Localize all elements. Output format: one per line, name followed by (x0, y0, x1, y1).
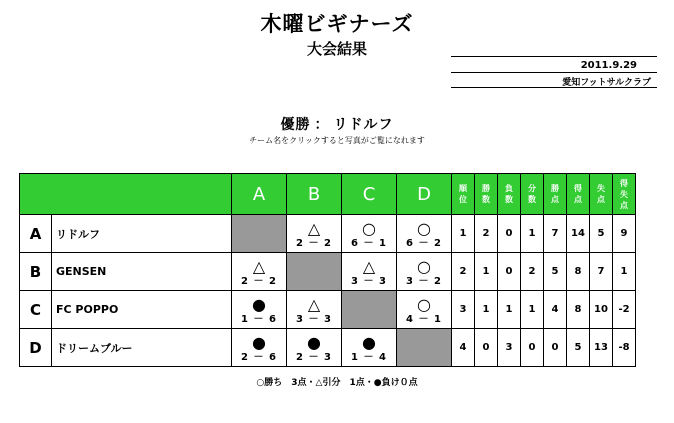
match-score: 3 － 3 (296, 313, 332, 325)
col-header-stat: 得 失 点 (613, 174, 636, 215)
col-header-team: B (287, 174, 342, 215)
result-symbol: ● (362, 332, 376, 352)
event-info (451, 56, 657, 88)
result-symbol: △ (362, 256, 376, 276)
match-result-cell (397, 215, 452, 253)
stat-cell: 5 (567, 329, 590, 367)
page-title: 木曜ビギナーズ (260, 12, 414, 36)
table-row (20, 291, 636, 329)
match-score: 3 － 2 (406, 275, 442, 287)
result-symbol: ● (307, 332, 321, 352)
row-label: A (20, 215, 52, 253)
stat-cell: 13 (590, 329, 613, 367)
match-result-cell (342, 253, 397, 291)
table-header-row (20, 174, 636, 215)
team-name-link[interactable]: リドルフ (52, 215, 232, 253)
stat-cell: 3 (452, 291, 475, 329)
stat-cell: 2 (452, 253, 475, 291)
col-header-stat: 順 位 (452, 174, 475, 215)
self-match-cell (342, 291, 397, 329)
stat-cell: 4 (544, 291, 567, 329)
photo-note: チーム名をクリックすると写真がご覧になれます (249, 136, 425, 145)
row-label: B (20, 253, 52, 291)
match-result-cell (287, 329, 342, 367)
self-match-cell (397, 329, 452, 367)
result-symbol: ○ (417, 256, 431, 276)
match-result-cell (287, 215, 342, 253)
stat-cell: -8 (613, 329, 636, 367)
self-match-cell (287, 253, 342, 291)
col-header-stat: 負 数 (498, 174, 521, 215)
result-legend: ○勝ち 3点・△引分 1点・●負け０点 (256, 378, 418, 388)
event-date: 2011.9.29 (580, 60, 637, 71)
col-header-team: C (342, 174, 397, 215)
row-label: C (20, 291, 52, 329)
champion-label: 優勝 (280, 117, 311, 133)
stat-cell: 8 (567, 291, 590, 329)
col-header-team: D (397, 174, 452, 215)
stat-cell: 5 (544, 253, 567, 291)
match-result-cell (342, 329, 397, 367)
stat-cell: 3 (498, 329, 521, 367)
col-header-stat: 得 点 (567, 174, 590, 215)
match-result-cell (287, 291, 342, 329)
match-score: 6 － 1 (351, 237, 387, 249)
table-row (20, 215, 636, 253)
stat-cell: 1 (613, 253, 636, 291)
result-symbol: ○ (417, 294, 431, 314)
stat-cell: 10 (590, 291, 613, 329)
stat-cell: 1 (475, 253, 498, 291)
match-score: 1 － 6 (241, 313, 277, 325)
result-symbol: △ (252, 256, 266, 276)
result-symbol: ● (252, 332, 266, 352)
stat-cell: 1 (521, 291, 544, 329)
stat-cell: 1 (498, 291, 521, 329)
match-score: 4 － 1 (406, 313, 442, 325)
stat-cell: 2 (521, 253, 544, 291)
match-result-cell (232, 253, 287, 291)
table-row (20, 329, 636, 367)
match-score: 2 － 3 (296, 351, 332, 363)
col-header-stat: 勝 点 (544, 174, 567, 215)
league-table (19, 173, 636, 367)
stat-cell: 8 (567, 253, 590, 291)
stat-cell: 0 (544, 329, 567, 367)
result-symbol: ○ (362, 218, 376, 238)
col-header-stat: 分 数 (521, 174, 544, 215)
result-symbol: ○ (417, 218, 431, 238)
stat-cell: 14 (567, 215, 590, 253)
result-symbol: ● (252, 294, 266, 314)
col-header-team: A (232, 174, 287, 215)
stat-cell: 7 (544, 215, 567, 253)
champion-separator: ： (314, 117, 330, 133)
match-score: 2 － 6 (241, 351, 277, 363)
stat-cell: 0 (521, 329, 544, 367)
match-score: 3 － 3 (351, 275, 387, 287)
team-name-link[interactable]: ドリームブルー (52, 329, 232, 367)
stat-cell: 5 (590, 215, 613, 253)
match-score: 2 － 2 (241, 275, 277, 287)
col-header-stat: 勝 数 (475, 174, 498, 215)
match-score: 6 － 2 (406, 237, 442, 249)
stat-cell: -2 (613, 291, 636, 329)
match-result-cell (232, 329, 287, 367)
stat-cell: 9 (613, 215, 636, 253)
stat-cell: 7 (590, 253, 613, 291)
match-result-cell (232, 291, 287, 329)
organizer-name: 愛知フットサルクラブ (562, 78, 651, 88)
match-result-cell (342, 215, 397, 253)
team-name-link[interactable]: FC POPPO (52, 291, 232, 329)
stat-cell: 1 (452, 215, 475, 253)
stat-cell: 2 (475, 215, 498, 253)
match-score: 1 － 4 (351, 351, 387, 363)
result-symbol: △ (307, 294, 321, 314)
team-name-link[interactable]: GENSEN (52, 253, 232, 291)
stat-cell: 0 (498, 215, 521, 253)
match-result-cell (397, 291, 452, 329)
self-match-cell (232, 215, 287, 253)
champion-team: リドルフ (333, 117, 394, 133)
stat-cell: 1 (521, 215, 544, 253)
stat-cell: 0 (498, 253, 521, 291)
stat-cell: 4 (452, 329, 475, 367)
row-label: D (20, 329, 52, 367)
match-score: 2 － 2 (296, 237, 332, 249)
header-blank (20, 174, 232, 215)
page-subtitle: 大会結果 (306, 40, 367, 58)
result-symbol: △ (307, 218, 321, 238)
match-result-cell (397, 253, 452, 291)
champion-heading (0, 114, 674, 134)
stat-cell: 0 (475, 329, 498, 367)
col-header-stat: 失 点 (590, 174, 613, 215)
stat-cell: 1 (475, 291, 498, 329)
league-body (20, 215, 636, 367)
table-row (20, 253, 636, 291)
